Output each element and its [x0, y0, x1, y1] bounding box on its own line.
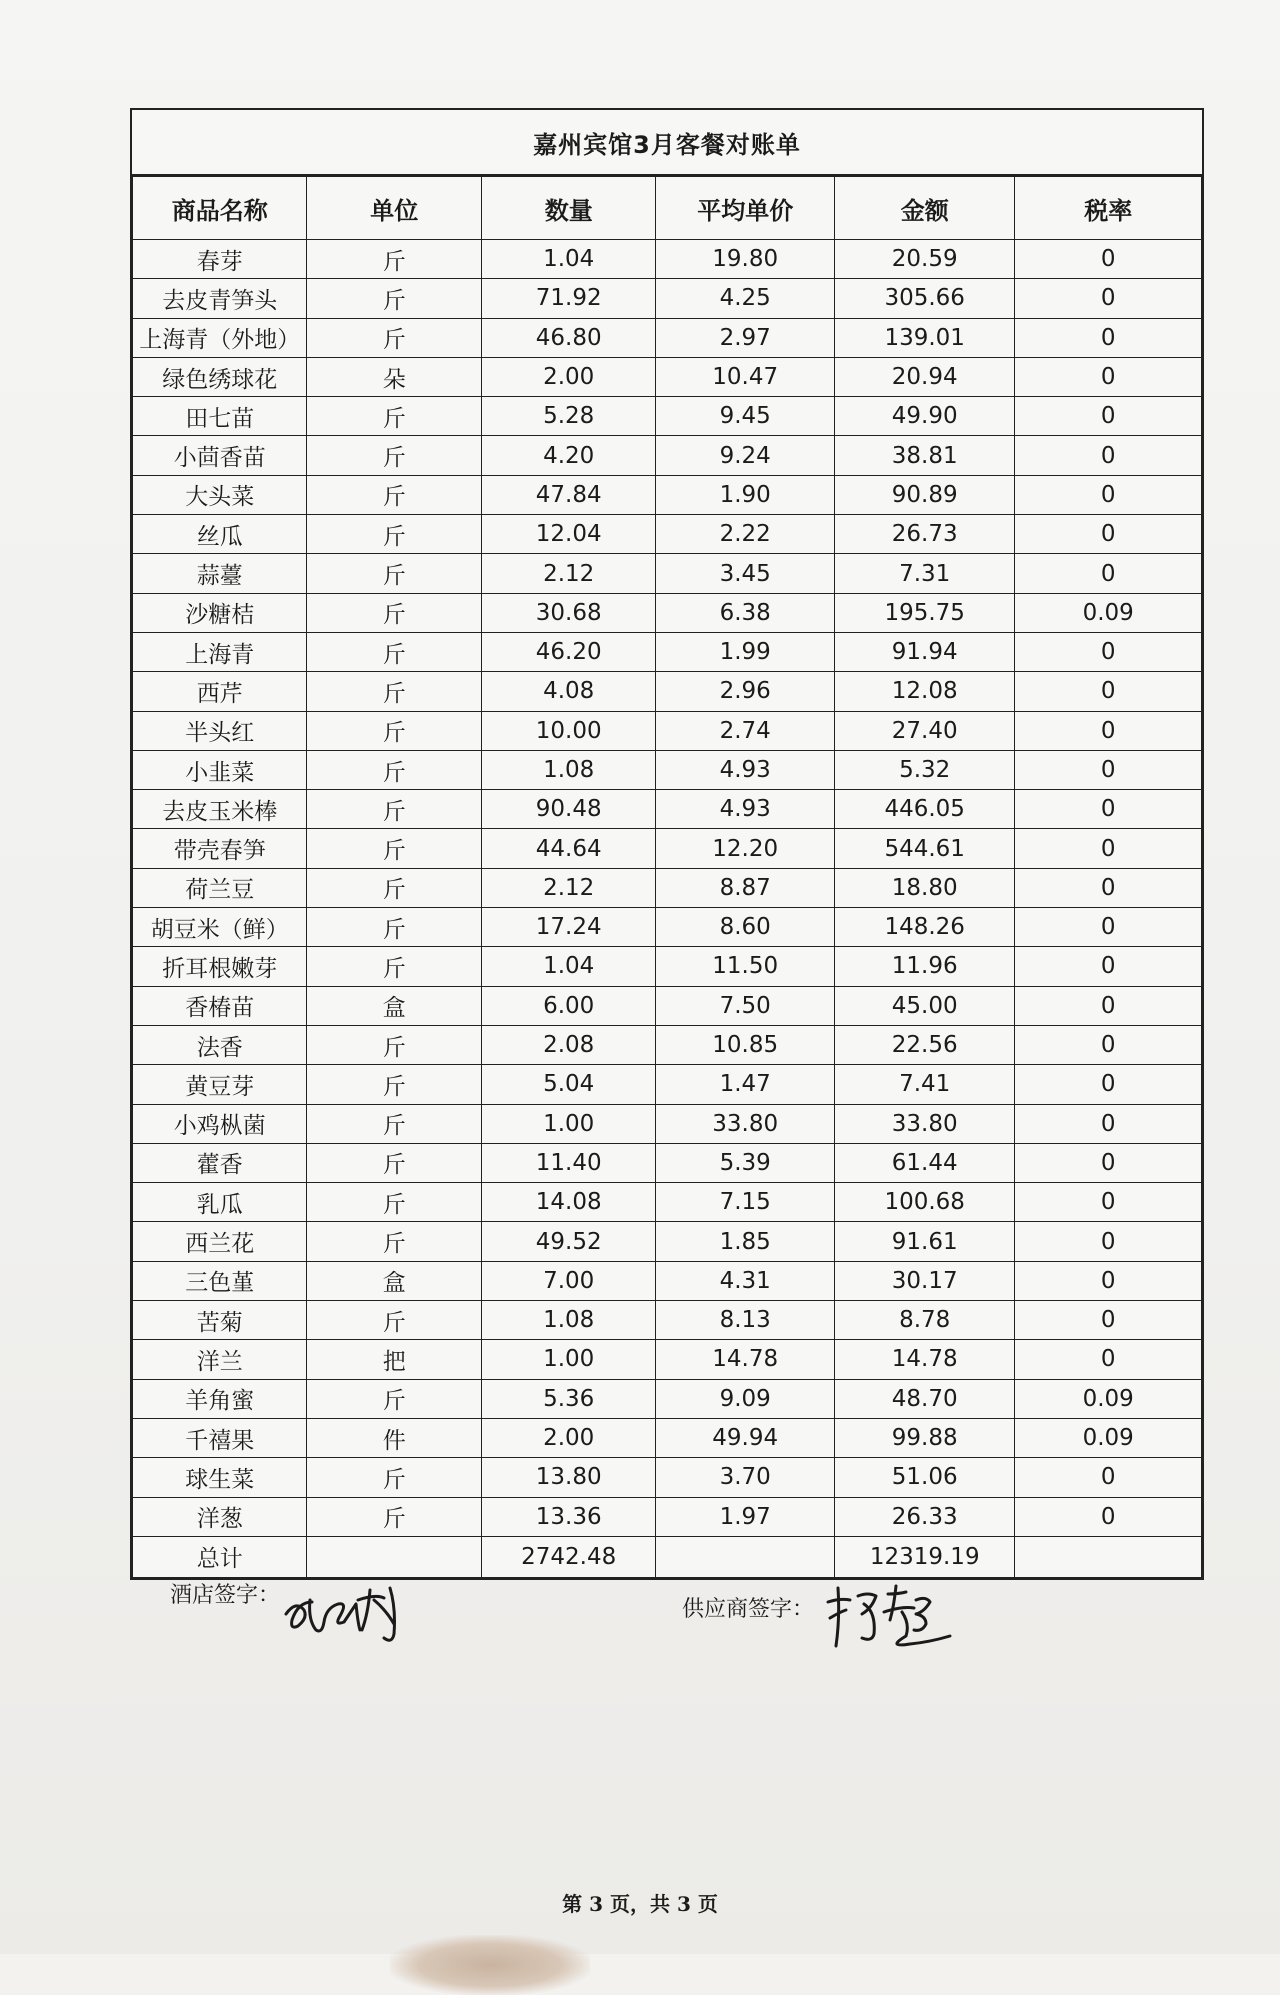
cell-tax-rate: 0: [1015, 750, 1202, 789]
cell-tax-rate: 0: [1015, 279, 1202, 318]
cell-tax-rate: 0: [1015, 1261, 1202, 1300]
header-avg-price: 平均单价: [656, 177, 835, 240]
cell-unit: 件: [307, 1418, 481, 1457]
cell-item-name: 田七苗: [133, 397, 307, 436]
cell-avg-price: 2.74: [656, 711, 835, 750]
cell-avg-price: 10.47: [656, 357, 835, 396]
cell-item-name: 乳瓜: [133, 1183, 307, 1222]
cell-unit: 斤: [307, 1379, 481, 1418]
cell-unit: 斤: [307, 279, 481, 318]
cell-avg-price: 8.87: [656, 868, 835, 907]
cell-tax-rate: 0: [1015, 1222, 1202, 1261]
cell-tax-rate: 0: [1015, 790, 1202, 829]
table-row: [133, 357, 1202, 396]
cell-tax-rate: 0: [1015, 436, 1202, 475]
hotel-signature-label: 酒店签字：: [170, 1583, 281, 1608]
statement-table: [132, 176, 1202, 1578]
cell-avg-price: 4.25: [656, 279, 835, 318]
header-unit: 单位: [307, 177, 481, 240]
table-row: [133, 240, 1202, 279]
cell-tax-rate: 0: [1015, 1065, 1202, 1104]
total-label: 总计: [133, 1536, 307, 1577]
cell-tax-rate: 0.09: [1015, 593, 1202, 632]
cell-amount: 18.80: [834, 868, 1015, 907]
cell-avg-price: 4.31: [656, 1261, 835, 1300]
table-row: [133, 1065, 1202, 1104]
cell-unit: 斤: [307, 515, 481, 554]
cell-unit: 盒: [307, 1261, 481, 1300]
cell-quantity: 4.20: [481, 436, 655, 475]
cell-unit: 斤: [307, 868, 481, 907]
table-row: [133, 515, 1202, 554]
cell-quantity: 71.92: [481, 279, 655, 318]
cell-amount: 139.01: [834, 318, 1015, 357]
cell-quantity: 12.04: [481, 515, 655, 554]
cell-quantity: 2.08: [481, 1025, 655, 1064]
table-row: [133, 1183, 1202, 1222]
signature-area: [170, 1570, 1150, 1650]
cell-item-name: 大头菜: [133, 475, 307, 514]
table-row: [133, 1301, 1202, 1340]
cell-unit: 斤: [307, 475, 481, 514]
cell-item-name: 丝瓜: [133, 515, 307, 554]
cell-tax-rate: 0: [1015, 1458, 1202, 1497]
cell-unit: 斤: [307, 750, 481, 789]
cell-item-name: 法香: [133, 1025, 307, 1064]
cell-amount: 148.26: [834, 908, 1015, 947]
cell-amount: 12.08: [834, 672, 1015, 711]
cell-item-name: 绿色绣球花: [133, 357, 307, 396]
cell-avg-price: 6.38: [656, 593, 835, 632]
table-row: [133, 436, 1202, 475]
table-row: [133, 279, 1202, 318]
table-row: [133, 908, 1202, 947]
table-row: [133, 632, 1202, 671]
cell-unit: 斤: [307, 1458, 481, 1497]
cell-amount: 305.66: [834, 279, 1015, 318]
cell-tax-rate: 0: [1015, 1143, 1202, 1182]
cell-quantity: 5.28: [481, 397, 655, 436]
hotel-signature: [278, 1570, 428, 1650]
cell-quantity: 11.40: [481, 1143, 655, 1182]
cell-tax-rate: 0: [1015, 908, 1202, 947]
cell-quantity: 44.64: [481, 829, 655, 868]
cell-amount: 48.70: [834, 1379, 1015, 1418]
cell-unit: 斤: [307, 829, 481, 868]
cell-unit: 朵: [307, 357, 481, 396]
cell-unit: 盒: [307, 986, 481, 1025]
cell-avg-price: 4.93: [656, 750, 835, 789]
cell-item-name: 荷兰豆: [133, 868, 307, 907]
cell-quantity: 47.84: [481, 475, 655, 514]
cell-tax-rate: 0: [1015, 829, 1202, 868]
cell-tax-rate: 0: [1015, 397, 1202, 436]
cell-quantity: 2.00: [481, 357, 655, 396]
cell-item-name: 上海青: [133, 632, 307, 671]
cell-amount: 11.96: [834, 947, 1015, 986]
table-row: [133, 829, 1202, 868]
cell-item-name: 黄豆芽: [133, 1065, 307, 1104]
cell-amount: 30.17: [834, 1261, 1015, 1300]
cell-quantity: 1.08: [481, 1301, 655, 1340]
cell-unit: 斤: [307, 1183, 481, 1222]
table-row: [133, 1458, 1202, 1497]
cell-amount: 38.81: [834, 436, 1015, 475]
cell-amount: 14.78: [834, 1340, 1015, 1379]
cell-quantity: 2.00: [481, 1418, 655, 1457]
cell-avg-price: 2.96: [656, 672, 835, 711]
cell-unit: 斤: [307, 318, 481, 357]
cell-amount: 91.61: [834, 1222, 1015, 1261]
cell-quantity: 4.08: [481, 672, 655, 711]
table-row: [133, 475, 1202, 514]
cell-amount: 91.94: [834, 632, 1015, 671]
header-quantity: 数量: [481, 177, 655, 240]
cell-amount: 49.90: [834, 397, 1015, 436]
cell-tax-rate: 0.09: [1015, 1379, 1202, 1418]
cell-unit: 斤: [307, 947, 481, 986]
cell-quantity: 17.24: [481, 908, 655, 947]
table-row: [133, 1143, 1202, 1182]
cell-quantity: 1.08: [481, 750, 655, 789]
cell-item-name: 小茴香苗: [133, 436, 307, 475]
cell-avg-price: 10.85: [656, 1025, 835, 1064]
table-body: [133, 240, 1202, 1537]
cell-avg-price: 14.78: [656, 1340, 835, 1379]
cell-avg-price: 1.47: [656, 1065, 835, 1104]
cell-amount: 33.80: [834, 1104, 1015, 1143]
cell-amount: 100.68: [834, 1183, 1015, 1222]
table-row: [133, 1104, 1202, 1143]
cell-quantity: 30.68: [481, 593, 655, 632]
table-row: [133, 318, 1202, 357]
cell-tax-rate: 0: [1015, 318, 1202, 357]
cell-item-name: 蒜薹: [133, 554, 307, 593]
cell-avg-price: 3.70: [656, 1458, 835, 1497]
header-tax-rate: 税率: [1015, 177, 1202, 240]
table-row: [133, 672, 1202, 711]
cell-quantity: 46.80: [481, 318, 655, 357]
cell-unit: 斤: [307, 1497, 481, 1536]
cell-amount: 195.75: [834, 593, 1015, 632]
statement-table-frame: [130, 108, 1204, 1580]
cell-item-name: 带壳春笋: [133, 829, 307, 868]
document-title: 嘉州宾馆3月客餐对账单: [132, 110, 1202, 176]
cell-avg-price: 19.80: [656, 240, 835, 279]
table-row: [133, 593, 1202, 632]
cell-tax-rate: 0: [1015, 515, 1202, 554]
table-row: [133, 397, 1202, 436]
cell-unit: 把: [307, 1340, 481, 1379]
cell-tax-rate: 0: [1015, 1497, 1202, 1536]
header-item-name: 商品名称: [133, 177, 307, 240]
cell-tax-rate: 0: [1015, 1301, 1202, 1340]
cell-amount: 20.59: [834, 240, 1015, 279]
finger-shadow: [390, 1935, 590, 1995]
cell-quantity: 90.48: [481, 790, 655, 829]
cell-tax-rate: 0: [1015, 868, 1202, 907]
cell-amount: 26.33: [834, 1497, 1015, 1536]
cell-unit: 斤: [307, 1025, 481, 1064]
table-row: [133, 1025, 1202, 1064]
cell-item-name: 去皮青笋头: [133, 279, 307, 318]
cell-amount: 544.61: [834, 829, 1015, 868]
cell-quantity: 5.04: [481, 1065, 655, 1104]
table-row: [133, 554, 1202, 593]
cell-unit: 斤: [307, 908, 481, 947]
cell-item-name: 羊角蜜: [133, 1379, 307, 1418]
cell-avg-price: 8.13: [656, 1301, 835, 1340]
cell-item-name: 胡豆米（鲜）: [133, 908, 307, 947]
cell-item-name: 小韭菜: [133, 750, 307, 789]
table-row: [133, 986, 1202, 1025]
cell-avg-price: 9.45: [656, 397, 835, 436]
cell-avg-price: 1.99: [656, 632, 835, 671]
cell-tax-rate: 0: [1015, 554, 1202, 593]
cell-item-name: 球生菜: [133, 1458, 307, 1497]
cell-amount: 7.41: [834, 1065, 1015, 1104]
cell-item-name: 小鸡枞菌: [133, 1104, 307, 1143]
cell-unit: 斤: [307, 1104, 481, 1143]
cell-quantity: 1.00: [481, 1104, 655, 1143]
table-row: [133, 1340, 1202, 1379]
cell-item-name: 去皮玉米棒: [133, 790, 307, 829]
cell-avg-price: 1.90: [656, 475, 835, 514]
cell-unit: 斤: [307, 1301, 481, 1340]
cell-tax-rate: 0: [1015, 986, 1202, 1025]
cell-quantity: 14.08: [481, 1183, 655, 1222]
cell-amount: 51.06: [834, 1458, 1015, 1497]
cell-item-name: 香椿苗: [133, 986, 307, 1025]
cell-amount: 26.73: [834, 515, 1015, 554]
cell-unit: 斤: [307, 554, 481, 593]
cell-avg-price: 11.50: [656, 947, 835, 986]
cell-item-name: 西芹: [133, 672, 307, 711]
cell-amount: 27.40: [834, 711, 1015, 750]
cell-amount: 45.00: [834, 986, 1015, 1025]
cell-unit: 斤: [307, 593, 481, 632]
cell-amount: 446.05: [834, 790, 1015, 829]
cell-item-name: 上海青（外地）: [133, 318, 307, 357]
cell-avg-price: 9.24: [656, 436, 835, 475]
cell-quantity: 10.00: [481, 711, 655, 750]
table-row: [133, 790, 1202, 829]
table-row: [133, 1222, 1202, 1261]
cell-tax-rate: 0: [1015, 947, 1202, 986]
cell-amount: 90.89: [834, 475, 1015, 514]
cell-unit: 斤: [307, 672, 481, 711]
cell-unit: 斤: [307, 711, 481, 750]
cell-avg-price: 12.20: [656, 829, 835, 868]
cell-item-name: 千禧果: [133, 1418, 307, 1457]
table-row: [133, 1261, 1202, 1300]
cell-item-name: 半头红: [133, 711, 307, 750]
cell-tax-rate: 0: [1015, 240, 1202, 279]
cell-amount: 61.44: [834, 1143, 1015, 1182]
header-amount: 金额: [834, 177, 1015, 240]
total-amount: 12319.19: [834, 1536, 1015, 1577]
cell-tax-rate: 0: [1015, 475, 1202, 514]
cell-unit: 斤: [307, 1143, 481, 1182]
cell-item-name: 洋兰: [133, 1340, 307, 1379]
table-row: [133, 1379, 1202, 1418]
cell-quantity: 1.04: [481, 240, 655, 279]
table-row: [133, 711, 1202, 750]
cell-avg-price: 8.60: [656, 908, 835, 947]
cell-avg-price: 5.39: [656, 1143, 835, 1182]
cell-amount: 8.78: [834, 1301, 1015, 1340]
cell-unit: 斤: [307, 1222, 481, 1261]
cell-item-name: 折耳根嫩芽: [133, 947, 307, 986]
cell-quantity: 13.80: [481, 1458, 655, 1497]
cell-amount: 5.32: [834, 750, 1015, 789]
cell-avg-price: 49.94: [656, 1418, 835, 1457]
cell-amount: 99.88: [834, 1418, 1015, 1457]
total-quantity: 2742.48: [481, 1536, 655, 1577]
cell-item-name: 西兰花: [133, 1222, 307, 1261]
cell-avg-price: 7.15: [656, 1183, 835, 1222]
cell-avg-price: 1.85: [656, 1222, 835, 1261]
cell-quantity: 46.20: [481, 632, 655, 671]
cell-avg-price: 7.50: [656, 986, 835, 1025]
cell-avg-price: 9.09: [656, 1379, 835, 1418]
cell-tax-rate: 0: [1015, 632, 1202, 671]
cell-avg-price: 1.97: [656, 1497, 835, 1536]
table-row: [133, 1418, 1202, 1457]
cell-quantity: 1.04: [481, 947, 655, 986]
cell-avg-price: 3.45: [656, 554, 835, 593]
cell-item-name: 洋葱: [133, 1497, 307, 1536]
table-row: [133, 947, 1202, 986]
cell-unit: 斤: [307, 1065, 481, 1104]
cell-unit: 斤: [307, 240, 481, 279]
cell-tax-rate: 0: [1015, 1340, 1202, 1379]
cell-tax-rate: 0: [1015, 1183, 1202, 1222]
cell-quantity: 6.00: [481, 986, 655, 1025]
cell-unit: 斤: [307, 790, 481, 829]
cell-quantity: 1.00: [481, 1340, 655, 1379]
table-row: [133, 750, 1202, 789]
cell-quantity: 5.36: [481, 1379, 655, 1418]
cell-tax-rate: 0: [1015, 711, 1202, 750]
cell-tax-rate: 0: [1015, 1025, 1202, 1064]
cell-tax-rate: 0: [1015, 1104, 1202, 1143]
cell-amount: 22.56: [834, 1025, 1015, 1064]
cell-tax-rate: 0: [1015, 357, 1202, 396]
cell-quantity: 2.12: [481, 554, 655, 593]
page-footer: 第 3 页，共 3 页: [562, 1892, 718, 1916]
cell-item-name: 三色堇: [133, 1261, 307, 1300]
cell-avg-price: 2.22: [656, 515, 835, 554]
cell-quantity: 2.12: [481, 868, 655, 907]
cell-item-name: 沙糖桔: [133, 593, 307, 632]
table-row: [133, 1497, 1202, 1536]
cell-quantity: 49.52: [481, 1222, 655, 1261]
cell-tax-rate: 0.09: [1015, 1418, 1202, 1457]
cell-unit: 斤: [307, 632, 481, 671]
cell-quantity: 13.36: [481, 1497, 655, 1536]
table-row: [133, 868, 1202, 907]
cell-item-name: 苦菊: [133, 1301, 307, 1340]
supplier-signature: [818, 1582, 958, 1652]
cell-item-name: 藿香: [133, 1143, 307, 1182]
cell-amount: 20.94: [834, 357, 1015, 396]
header-row: [133, 177, 1202, 240]
cell-unit: 斤: [307, 397, 481, 436]
cell-amount: 7.31: [834, 554, 1015, 593]
cell-tax-rate: 0: [1015, 672, 1202, 711]
cell-avg-price: 4.93: [656, 790, 835, 829]
supplier-signature-label: 供应商签字：: [682, 1597, 815, 1622]
cell-avg-price: 2.97: [656, 318, 835, 357]
cell-item-name: 春芽: [133, 240, 307, 279]
cell-quantity: 7.00: [481, 1261, 655, 1300]
cell-avg-price: 33.80: [656, 1104, 835, 1143]
cell-unit: 斤: [307, 436, 481, 475]
